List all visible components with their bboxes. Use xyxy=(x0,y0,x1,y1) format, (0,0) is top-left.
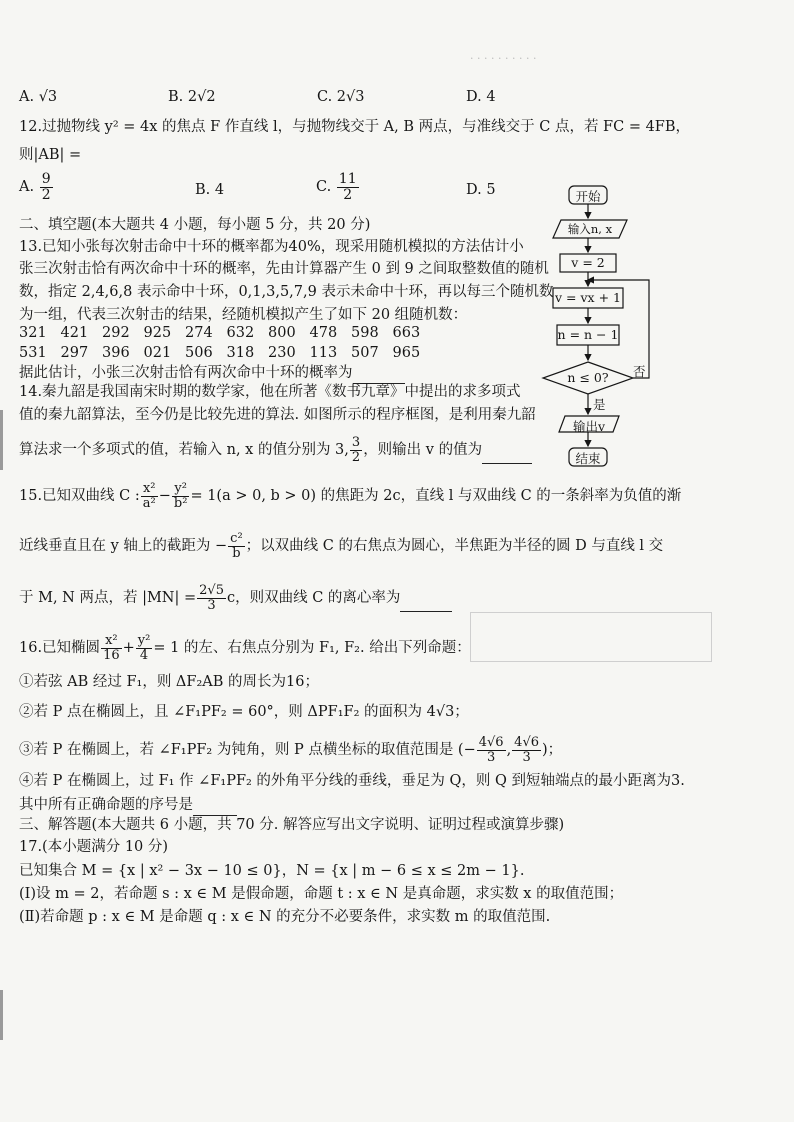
q17-given: 已知集合 M = {x | x² − 3x − 10 ≤ 0}，N = {x | m − 6 ≤ x ≤ 2m − 1}. xyxy=(19,863,525,879)
q15-fraction-y2-b2 xyxy=(172,482,190,510)
section-2-heading: 二、填空题(本大题共 4 小题，每小题 5 分，共 20 分) xyxy=(19,217,371,233)
answer-blank xyxy=(400,611,452,612)
fraction-numerator: 4√6 xyxy=(514,735,539,750)
q17-part-1: (Ⅰ)设 m = 2，若命题 s : x ∈ M 是假命题，命题 t : x ∈ N 是真命题，求实数 x 的取值范围； xyxy=(19,886,624,902)
q16-ask-text: 其中所有正确命题的序号是 xyxy=(19,797,193,813)
q12-option-a-label: A. xyxy=(19,179,35,196)
fraction-denominator: a² xyxy=(142,495,156,511)
q12-option-c xyxy=(316,172,360,202)
flowchart-step1-label: v = vx + 1 xyxy=(555,290,621,305)
fraction-numerator: c² xyxy=(230,531,243,546)
flowchart-input-label: 输入n, x xyxy=(567,222,613,236)
section-3-heading: 三、解答题(本大题共 6 小题，共 70 分. 解答应写出文字说明、证明过程或演算步骤) xyxy=(19,817,565,833)
q12-stem-2: 则|AB| = xyxy=(19,147,82,163)
q14-line-3a: 算法求一个多项式的值，若输入 n, x 的值分别为 3, xyxy=(19,442,349,459)
q13-ask-text: 据此估计，小张三次射击恰有两次命中十环的概率为 xyxy=(19,365,353,381)
q16-plus: + xyxy=(122,640,135,657)
q15-line-2a: 近线垂直且在 y 轴上的截距为 − xyxy=(19,538,228,555)
q15-line-1b: = 1(a > 0, b > 0) 的焦距为 2c，直线 l 与双曲线 C 的一条斜率为负值的渐 xyxy=(190,488,682,505)
q16-proposition-3b: )； xyxy=(542,742,563,759)
q16-comma: , xyxy=(506,742,512,759)
q16-line-1 xyxy=(19,634,471,662)
q15-fraction-c2-b xyxy=(228,532,245,560)
q14-line-3 xyxy=(19,436,532,464)
q16-proposition-1: ①若弦 AB 经过 F₁，则 ΔF₂AB 的周长为16； xyxy=(19,674,319,690)
q11-option-a: A. √3 xyxy=(19,89,58,105)
q15-line-2 xyxy=(19,532,663,560)
fraction-denominator: 3 xyxy=(487,749,496,765)
q13-random-row-1: 321 421 292 925 274 632 800 478 598 663 xyxy=(19,325,421,341)
q13-random-row-2: 531 297 396 021 506 318 230 113 507 965 xyxy=(19,345,421,361)
answer-blank xyxy=(482,463,532,464)
fraction-denominator: 2 xyxy=(351,449,361,465)
fraction-denominator: b² xyxy=(173,495,188,511)
q16-fraction-right xyxy=(512,736,541,764)
fraction-numerator: y² xyxy=(172,482,190,497)
q14-line-3b: ，则输出 v 的值为 xyxy=(363,442,483,459)
margin-mark xyxy=(0,410,3,470)
q12-option-a-fraction xyxy=(40,172,53,202)
q12-option-c-fraction xyxy=(337,172,359,202)
q13-line-2: 张三次射击恰有两次命中十环的概率，先由计算器产生 0 到 9 之间取整数值的随机 xyxy=(19,261,549,277)
q15-minus: − xyxy=(158,488,171,505)
fraction-denominator: 3 xyxy=(207,597,216,613)
flowchart-step2-label: n = n − 1 xyxy=(557,327,619,342)
q15-line-3 xyxy=(19,584,452,612)
fraction-denominator: 2 xyxy=(343,186,353,203)
q16-fraction-y2-4 xyxy=(136,634,153,662)
fraction-numerator: x² xyxy=(101,634,122,649)
q16-line-1a: 16.已知椭圆 xyxy=(19,640,101,657)
q16-proposition-3 xyxy=(19,736,562,764)
margin-mark xyxy=(0,990,3,1040)
q17-part-2: (Ⅱ)若命题 p : x ∈ M 是命题 q : x ∈ N 的充分不必要条件，求实数 m 的取值范围. xyxy=(19,909,551,925)
fraction-denominator: 16 xyxy=(103,647,120,663)
flowchart-start-label: 开始 xyxy=(575,189,601,204)
q16-fraction-left xyxy=(477,736,506,764)
q16-fraction-x2-16 xyxy=(101,634,122,662)
flowchart-init-label: v = 2 xyxy=(571,255,605,270)
q11-option-d: D. 4 xyxy=(466,89,496,105)
q12-option-b: B. 4 xyxy=(195,182,225,198)
q15-line-3b: c，则双曲线 C 的离心率为 xyxy=(226,590,401,607)
q16-proposition-2: ②若 P 点在椭圆上，且 ∠F₁PF₂ = 60°，则 ΔPF₁F₂ 的面积为 4√3； xyxy=(19,704,469,720)
fraction-numerator: 4√6 xyxy=(478,735,504,750)
q12-option-c-label: C. xyxy=(316,179,332,196)
q16-proposition-3a: ③若 P 在椭圆上，若 ∠F₁PF₂ 为钝角，则 P 点横坐标的取值范围是 (− xyxy=(19,742,476,759)
q13-line-4: 为一组，代表三次射击的结果，经随机模拟产生了如下 20 组随机数： xyxy=(19,307,468,323)
q14-line-2: 值的秦九韶算法，至今仍是比较先进的算法. 如图所示的程序框图，是利用秦九韶 xyxy=(19,407,536,423)
q11-option-c: C. 2√3 xyxy=(317,89,365,105)
flowchart-end-label: 结束 xyxy=(575,451,601,466)
fraction-denominator: 3 xyxy=(522,749,531,765)
q15-fraction-mn xyxy=(197,584,226,612)
bleed-through-table xyxy=(470,612,712,662)
q15-line-3a: 于 M, N 两点，若 |MN| = xyxy=(19,590,197,607)
q15-fraction-x2-a2 xyxy=(141,482,158,510)
q15-line-1 xyxy=(19,482,681,510)
q16-question xyxy=(19,794,237,816)
q14-input-fraction xyxy=(350,436,362,464)
fraction-numerator: x² xyxy=(141,482,158,497)
fraction-denominator: b xyxy=(232,545,241,561)
flowchart xyxy=(535,180,657,480)
q12-stem: 12.过抛物线 y² = 4x 的焦点 F 作直线 l，与抛物线交于 A, B 两点，与准线交于 C 点，若 FC = 4FB， xyxy=(19,119,691,135)
q15-line-1a: 15.已知双曲线 C : xyxy=(19,488,140,505)
flowchart-decision-label: n ≤ 0? xyxy=(567,370,609,385)
flowchart-yes-label: 是 xyxy=(593,397,606,412)
q13-line-1: 13.已知小张每次射击命中十环的概率都为40%，现采用随机模拟的方法估计小 xyxy=(19,239,524,255)
q16-line-1b: = 1 的左、右焦点分别为 F₁, F₂. 给出下列命题： xyxy=(153,640,471,657)
fraction-numerator: 9 xyxy=(41,171,51,187)
bleed-through-text: · · · · · · · · · · xyxy=(470,52,537,65)
q13-line-3: 数，指定 2,4,6,8 表示命中十环，0,1,3,5,7,9 表示未命中十环，再以每三个随机数 xyxy=(19,284,554,300)
q15-line-2b: ；以双曲线 C 的右焦点为圆心，半焦距为半径的圆 D 与直线 l 交 xyxy=(245,538,664,555)
fraction-numerator: 11 xyxy=(338,171,357,187)
q12-option-a xyxy=(19,172,54,202)
q16-proposition-4: ④若 P 在椭圆上，过 F₁ 作 ∠F₁PF₂ 的外角平分线的垂线，垂足为 Q，则 Q 到短轴端点的最小距离为3. xyxy=(19,773,685,789)
fraction-denominator: 2 xyxy=(41,186,51,203)
flowchart-output-label: 输出v xyxy=(572,419,606,434)
flowchart-no-label: 否 xyxy=(633,364,646,379)
q17-title: 17.(本小题满分 10 分) xyxy=(19,839,169,855)
fraction-numerator: y² xyxy=(137,633,151,648)
q14-line-1: 14.秦九韶是我国南宋时期的数学家，他在所著《数书九章》中提出的求多项式 xyxy=(19,384,521,400)
fraction-numerator: 3 xyxy=(351,435,361,450)
fraction-denominator: 4 xyxy=(139,647,149,663)
q11-option-b: B. 2√2 xyxy=(168,89,216,105)
fraction-numerator: 2√5 xyxy=(199,583,224,598)
q12-option-d: D. 5 xyxy=(466,182,496,198)
